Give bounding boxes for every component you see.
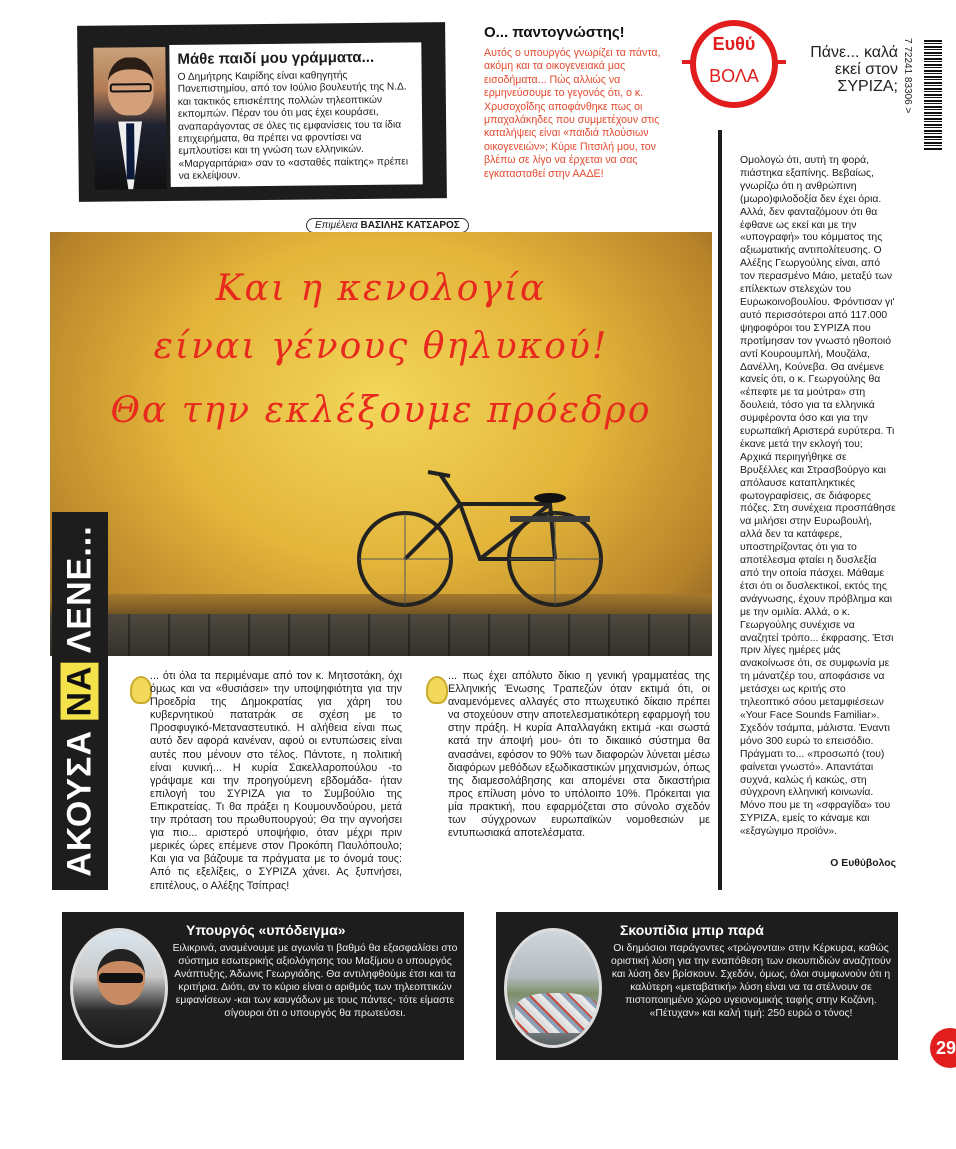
article-left-text: ... ότι όλα τα περιμέναμε από τον κ. Μητσοτάκη, όχι όμως και να «θυσιάσει» την υποψηφιότητα για την Προεδρία της Δημοκρατίας για χάρη του κυβερνητικού πατατράκ σε σχέση με το Προσφυγικό-Μεταναστευτικό. Η αλήθεια είναι πως αυτό δεν αφορά κανέναν, αφού οι εντυπώσεις είναι αυτές που μένουν στο τέλος. Πάντοτε, η πολιτική είναι κυνική... Η κυρία Σακελλαροπούλου -το γράψαμε και την προηγούμενη εβδομάδα- ήταν επιλογή του ΣΥΡΙΖΑ για το Συμβούλιο της Επικρατείας. Τι θα πράξει η Κουμουνδούρου, μετά την πρόταση του πρωθυπουργού; Θα την αγνοήσει για πιο... αριστερό υποψήφιο, όταν μέχρι πριν μερικές ώρες επέμενε στον Προκόπη Παυλόπουλο; Και για να βάζουμε τα πράγματα με το όνομά τους: Από τις εξελίξεις, ο ΣΥΡΙΖΑ χάνει. Ας ξυπνήσει, επιτέλους, ο Αλέξης Τσίπρας! — [150, 670, 402, 892]
right-column-signature: Ο Ευθύβολος — [830, 858, 896, 869]
logo-line2: ΒΟΛΑ — [709, 66, 759, 86]
page-number: 29 — [930, 1028, 956, 1068]
middle-story-title: Ο... παντογνώστης! — [484, 24, 625, 41]
garbage-pile — [515, 993, 599, 1033]
credit-label: Επιμέλεια — [315, 220, 358, 231]
credit-badge — [306, 218, 469, 233]
top-story-photo — [93, 47, 166, 190]
main-photo — [50, 232, 712, 656]
top-story-text: Ο Δημήτρης Καιρίδης είναι καθηγητής Πανεπιστημίου, από τον Ιούλιο βουλευτής της Ν.Δ. και τακτικός επισκέπτης πολλών τηλεοπτικών εκπομπών. Πέραν του ότι μας έχει κουράσει, αναπαράγοντας σε όλες τις εμφανίσεις του τα ίδια επιχειρήματα, θα πρέπει να φροντίσει να εμπλουτίσει και τη γνώση των ελληνικών. «Μαργαριτάρια» σαν το «ασταθές παίκτης» πρέπει να εκλείψουν. — [177, 70, 409, 183]
graffiti-line2: είναι γένους θηλυκού! — [153, 326, 609, 367]
credit-name: ΒΑΣΙΛΗΣ ΚΑΤΣΑΡΟΣ — [360, 220, 460, 231]
top-story-content — [169, 42, 422, 187]
barcode — [924, 40, 942, 150]
middle-story-text: Αυτός ο υπουργός γνωρίζει τα πάντα, ακόμη και τα οικογενειακά μας εισοδήματα... Πώς αλλιώς να ερμηνεύσουμε το γεγονός ότι, ο κ. Χρυσοχοΐδης αποφάνθηκε πως οι μπαχαλάκηδες που συμμετέχουν στις καταλήψεις είναι «παιδιά πλούσιων οικογενειών»; Κύριε Πιτσιλή μου, τον βλέπω σε λίγο να έρχεται να σας εγκατασταθεί στην ΑΑΔΕ! — [484, 47, 661, 180]
right-column-text: Ομολογώ ότι, αυτή τη φορά, πιάστηκα εξαπίνης. Βεβαίως, γνωρίζω ότι η ανθρώπινη (μωρο)φιλοδοξία δεν έχει όρια. Αλλά, δεν φανταζόμουν ότι θα έφθανε ως εκεί και με την «υπογραφή» του κόμματος της αξιωματικής αντιπολίτευσης. Ο Αλέξης Γεωργούλης είναι, από τον περασμένο Μάιο, μεταξύ των επίλεκτων στελεχών του Ευρωκοινοβουλίου. Φρόντισαν γι' αυτό περισσότεροι από 117.000 ψηφοφόροι του ΣΥΡΙΖΑ που προτίμησαν τον γνωστό ηθοποιό αντί Κουρουμπλή, Μουζάλα, Δανέλλη, Κούνεβα. Θα ανέμενε κανείς ότι, ο κ. Γεωργούλης θα «έπεφτε με τα μούτρα» στη δουλειά, τόσο για τα ελληνικά συμφέροντα όσο και για την ευρωπαϊκή Αριστερά ευρύτερα. Τι έκανε μετά την εκλογή του; Αρχικά περιηγήθηκε σε Βρυξέλλες και Στρασβούργο και απόλαυσε καταπληκτικές φωτογραφίσεις, σε διάφορες πόζες. Στη συνέχεια προσπάθησε να μιλήσει στην Ευρωβουλή, αλλά δεν τα κατάφερε, υποστηρίζοντας ότι για το αποτέλεσμα φταίει η δυσλεξία από την οποία πάσχει. Μάθαμε έτσι ότι οι δυσλεκτικοί, εκτός της ανάγνωσης, έχουν πρόβλημα και με την ομιλία. Αλλά, ο κ. Γεωργούλης συνέχισε να αναζητεί τρόπο... έκφρασης. Έτσι πριν λίγες ημέρες μάς ανακοίνωσε ότι, σε συμφωνία με τη μάνατζέρ του, αποφάσισε να μετάσχει ως κριτής στο τηλεοπτικό σόου μεταμφιέσεων «Your Face Sounds Familiar». Σχεδόν τσάμπα, μάλιστα. Έναντι μόνο 300 ευρώ το επεισόδιο. Πράγματι το... «προσωπό (του) φαίνεται γνωστό». Απαντάται συχνά, καλώς ή κακώς, στη σύγχρονη ελληνική κοινωνία. Μόνο που με τη «σφραγίδα» του ΣΥΡΙΖΑ, εμείς το κάναμε και «εξαγώγιμο προϊόν». — [740, 155, 896, 838]
top-story-title: Μάθε παιδί μου γράμματα... — [177, 48, 375, 68]
section-label-part1: ΑΚΟΥΣΑ — [60, 719, 99, 877]
section-label-part2: ΝΑ — [61, 662, 99, 719]
graffiti-line1: Και η κενολογία — [215, 268, 547, 309]
right-column-title: Πάνε... καλά εκεί στον ΣΥΡΙΖΑ; — [810, 44, 898, 95]
garbage-photo — [504, 928, 602, 1048]
bottom-right-text: Οι δημόσιοι παράγοντες «τρώγονται» στην Κέρκυρα, καθώς οριστική λύση για την εναπόθεση των σκουπιδιών αναζητούν και λύση δεν βρίσκουν. Σχεδόν, όμως, όλοι συμφωνούν ότι η καλύτερη «μεταβατική» λύση είναι να τα στέλνουν σε πιστοποιημένο χώρο υγειονομικής ταφής στην Κοζάνη. «Πέτυχαν» και καλή τιμή: 250 ευρώ ο τόνος! — [611, 943, 891, 1019]
bottom-box-left — [62, 912, 464, 1060]
bottom-left-title: Υπουργός «υπόδειγμα» — [186, 922, 346, 938]
bottom-box-right — [496, 912, 898, 1060]
article-left — [122, 670, 402, 893]
barcode-number: 7 72241 83306 > — [902, 38, 913, 114]
section-label-part3: ΛΕΝΕ... — [60, 525, 99, 663]
section-label — [52, 512, 108, 890]
bicycle-icon — [350, 464, 620, 614]
logo-line1: Ευθύ — [712, 34, 756, 54]
column-divider — [718, 130, 722, 890]
article-right-text: ... πως έχει απόλυτο δίκιο η γενική γραμματέας της Ελληνικής Ένωσης Τραπεζών όταν εκτιμά ότι, οι αναμενόμενες αλλαγές στο πτωχευτικό δίκαιο πρέπει να στοχεύουν στην αποτελεσματικότερη εφαρμογή του στην πράξη. Η κυρία Απαλλαγάκη εκτιμά -και σωστά κατά την άποψή μου- ότι το δικαιικό σύστημα θα ανασάνει, εφόσον το 90% των διαφορών λύνεται μέσω διαφόρων μεθόδων εξωδικαστικών μηχανισμών, όπως της διαμεσολάβησης και απομένει στα δικαστήρια προς επίλυση μόνο το υπόλοιπο 10%. Πρόκειται για μία πρακτική, που εφαρμόζεται στο σύνολο σχεδόν των σύγχρονων ευρωπαϊκών νομοθεσιών με εντυπωσιακά αποτελέσματα. — [448, 670, 710, 840]
bottom-left-text: Ειλικρινά, αναμένουμε με αγωνία τι βαθμό θα εξασφαλίσει στο σύστημα εσωτερικής αξιολόγησης του Μαξίμου ο υπουργός Ανάπτυξης, Άδωνις Γεωργιάδης. Θα αντιληφθούμε έτσι και τα κριτήρια. Διότι, αν το κύριο είναι ο αριθμός των τηλεοπτικών εμφανίσεων -και των καυγάδων με τους πάντες- τότε είμαστε σίγουροι ότι ο υπουργός θα πρωτεύσει. — [172, 943, 458, 1019]
sunglasses-icon — [99, 973, 143, 983]
top-story-box — [77, 22, 447, 202]
bottom-right-title: Σκουπίδια μπιρ παρά — [620, 922, 764, 938]
portrait-tie — [126, 123, 135, 179]
column-logo — [690, 20, 778, 108]
graffiti-line3: Θα την εκλέξουμε πρόεδρο — [110, 390, 652, 431]
article-right — [420, 670, 710, 840]
minister-photo — [70, 928, 168, 1048]
pavement — [50, 614, 712, 656]
glasses-icon — [110, 83, 152, 92]
